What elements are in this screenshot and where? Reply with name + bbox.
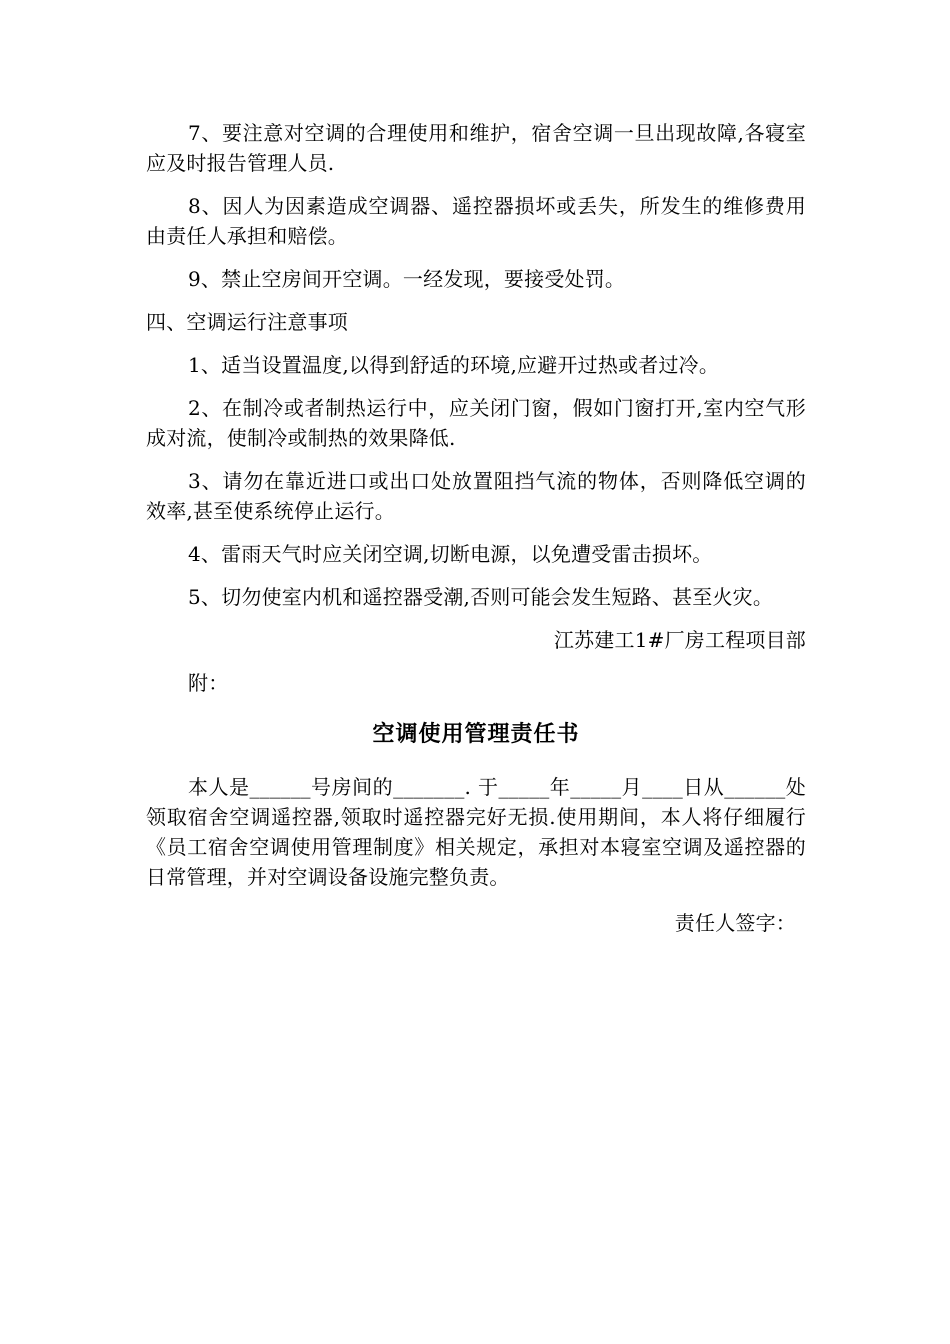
section-4-heading: 四、空调运行注意事项 — [146, 310, 348, 334]
precaution-item-5: 5、切勿使室内机和遥控器受潮,否则可能会发生短路、甚至火灾。 — [188, 585, 774, 609]
precaution-item-1: 1、适当设置温度,以得到舒适的环境,应避开过热或者过冷。 — [188, 353, 720, 377]
document-page — [146, 118, 806, 951]
responsibility-letter-body: 本人是______号房间的_______. 于_____年_____月____日从______处领取宿舍空调遥控器,领取时遥控器完好无损.使用期间，本人将仔细履行《员工宿舍空调使用管理制度》相关规定，承担对本寝室空调及遥控器的日常管理，并对空调设备设施完整负责。 — [146, 775, 806, 889]
responsibility-letter-title: 空调使用管理责任书 — [372, 721, 580, 747]
organization-name: 江苏建工1#厂房工程项目部 — [553, 628, 806, 652]
attachment-label: 附： — [188, 671, 229, 695]
precaution-item-3: 3、请勿在靠近进口或出口处放置阻挡气流的物体，否则降低空调的效率,甚至使系统停止运行。 — [146, 469, 806, 523]
rule-item-8: 8、因人为因素造成空调器、遥控器损坏或丢失，所发生的维修费用由责任人承担和赔偿。 — [146, 194, 806, 248]
precaution-item-4: 4、雷雨天气时应关闭空调,切断电源，以免遭受雷击损坏。 — [188, 542, 713, 566]
signature-label: 责任人签字： — [674, 911, 796, 935]
rule-item-7: 7、要注意对空调的合理使用和维护，宿舍空调一旦出现故障,各寝室应及时报告管理人员. — [146, 121, 806, 175]
rule-item-9: 9、禁止空房间开空调。一经发现，要接受处罚。 — [188, 267, 626, 291]
precaution-item-2: 2、在制冷或者制热运行中，应关闭门窗，假如门窗打开,室内空气形成对流，使制冷或制热的效果降低. — [146, 396, 806, 450]
